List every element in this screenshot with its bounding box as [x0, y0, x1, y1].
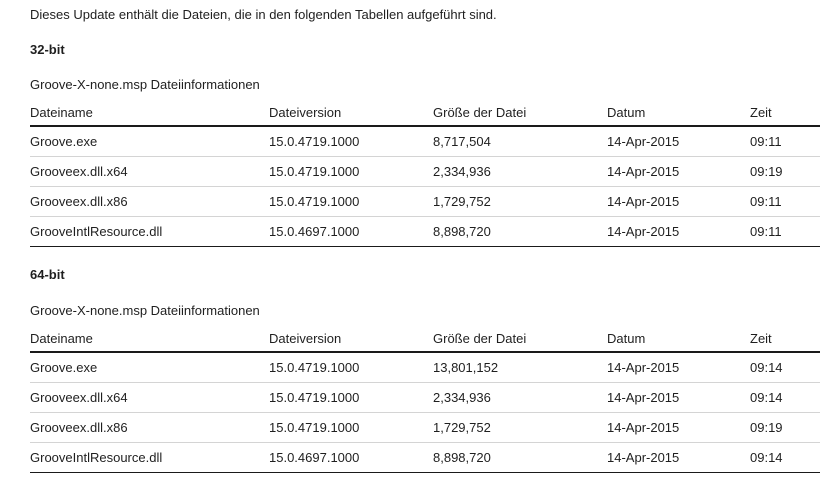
- cell-filename: Groove.exe: [30, 126, 269, 157]
- column-header-time: Zeit: [750, 99, 820, 126]
- cell-size: 8,898,720: [433, 443, 607, 473]
- cell-version: 15.0.4697.1000: [269, 217, 433, 247]
- cell-date: 14-Apr-2015: [607, 217, 750, 247]
- cell-size: 2,334,936: [433, 157, 607, 187]
- cell-size: 2,334,936: [433, 383, 607, 413]
- cell-date: 14-Apr-2015: [607, 126, 750, 157]
- cell-time: 09:19: [750, 157, 820, 187]
- table-row: [30, 413, 820, 443]
- cell-size: 1,729,752: [433, 413, 607, 443]
- cell-filename: Grooveex.dll.x86: [30, 413, 269, 443]
- cell-version: 15.0.4719.1000: [269, 352, 433, 383]
- table-row: [30, 157, 820, 187]
- cell-version: 15.0.4719.1000: [269, 126, 433, 157]
- column-header-size: Größe der Datei: [433, 99, 607, 126]
- cell-version: 15.0.4719.1000: [269, 187, 433, 217]
- cell-time: 09:14: [750, 383, 820, 413]
- cell-filename: Grooveex.dll.x64: [30, 383, 269, 413]
- section-title-64bit: 64-bit: [30, 267, 65, 282]
- cell-size: 8,898,720: [433, 217, 607, 247]
- cell-date: 14-Apr-2015: [607, 352, 750, 383]
- cell-filename: Grooveex.dll.x64: [30, 157, 269, 187]
- cell-version: 15.0.4719.1000: [269, 157, 433, 187]
- cell-date: 14-Apr-2015: [607, 157, 750, 187]
- intro-text: Dieses Update enthält die Dateien, die in den folgenden Tabellen aufgeführt sind.: [30, 7, 497, 22]
- table-row: [30, 217, 820, 247]
- column-header-time: Zeit: [750, 325, 820, 352]
- file-table-64bit: [30, 325, 820, 473]
- section-title-32bit: 32-bit: [30, 42, 65, 57]
- cell-date: 14-Apr-2015: [607, 413, 750, 443]
- table-row: [30, 126, 820, 157]
- cell-time: 09:11: [750, 187, 820, 217]
- cell-size: 13,801,152: [433, 352, 607, 383]
- column-header-version: Dateiversion: [269, 99, 433, 126]
- table-row: [30, 352, 820, 383]
- cell-date: 14-Apr-2015: [607, 383, 750, 413]
- cell-filename: Groove.exe: [30, 352, 269, 383]
- table-caption-32bit: Groove-X-none.msp Dateiinformationen: [30, 77, 260, 92]
- column-header-size: Größe der Datei: [433, 325, 607, 352]
- table-header-row: [30, 99, 820, 126]
- cell-date: 14-Apr-2015: [607, 443, 750, 473]
- file-table-32bit: [30, 99, 820, 247]
- cell-size: 8,717,504: [433, 126, 607, 157]
- cell-time: 09:11: [750, 126, 820, 157]
- cell-version: 15.0.4719.1000: [269, 413, 433, 443]
- column-header-filename: Dateiname: [30, 325, 269, 352]
- cell-time: 09:14: [750, 443, 820, 473]
- table-row: [30, 443, 820, 473]
- cell-time: 09:14: [750, 352, 820, 383]
- table-header-row: [30, 325, 820, 352]
- cell-size: 1,729,752: [433, 187, 607, 217]
- table-row: [30, 383, 820, 413]
- cell-filename: Grooveex.dll.x86: [30, 187, 269, 217]
- table-row: [30, 187, 820, 217]
- cell-version: 15.0.4719.1000: [269, 383, 433, 413]
- column-header-version: Dateiversion: [269, 325, 433, 352]
- cell-time: 09:19: [750, 413, 820, 443]
- cell-time: 09:11: [750, 217, 820, 247]
- table-caption-64bit: Groove-X-none.msp Dateiinformationen: [30, 303, 260, 318]
- column-header-filename: Dateiname: [30, 99, 269, 126]
- cell-filename: GrooveIntlResource.dll: [30, 217, 269, 247]
- column-header-date: Datum: [607, 99, 750, 126]
- cell-version: 15.0.4697.1000: [269, 443, 433, 473]
- column-header-date: Datum: [607, 325, 750, 352]
- cell-filename: GrooveIntlResource.dll: [30, 443, 269, 473]
- cell-date: 14-Apr-2015: [607, 187, 750, 217]
